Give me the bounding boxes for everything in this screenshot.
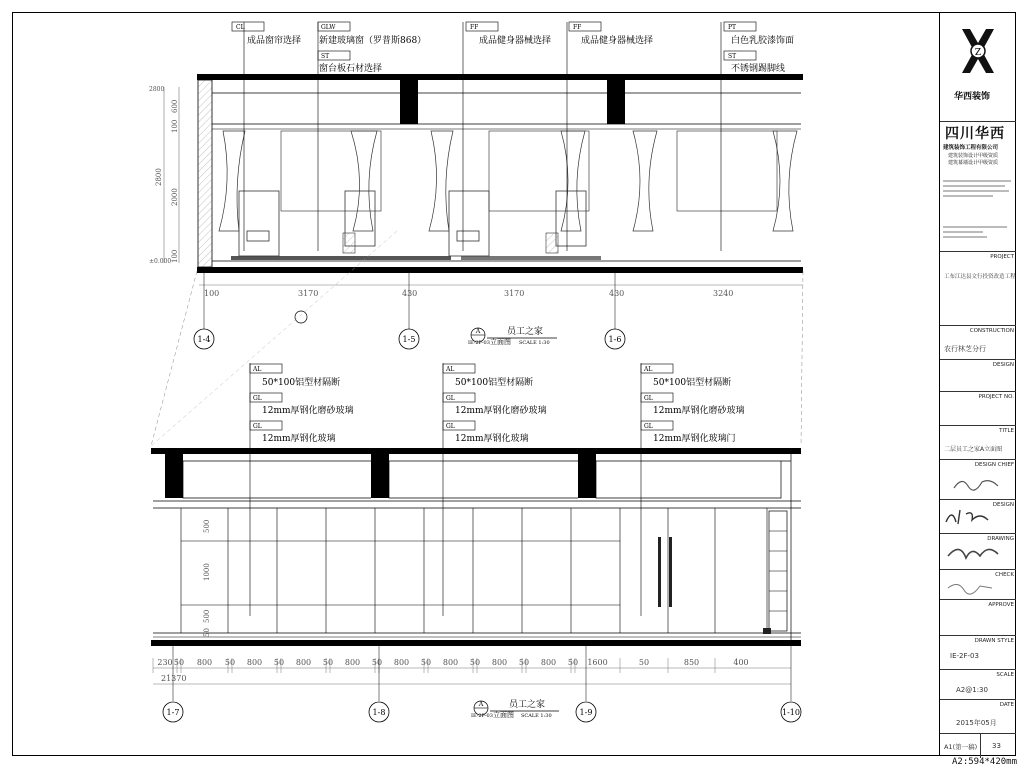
- width-dim: 430: [402, 289, 418, 298]
- view-sheet: IE-2F-03: [471, 713, 493, 719]
- tb-design: DESIGN: [940, 359, 1016, 389]
- scale-value: A2@1:30: [956, 686, 988, 694]
- callout-code: FF: [573, 24, 582, 31]
- logo-icon: [958, 27, 998, 87]
- project-name: 工布江达县文行投资改造工程: [944, 274, 1016, 280]
- callout-group-top: [232, 22, 794, 74]
- tb-date: DATE 2015年05月: [940, 699, 1016, 733]
- tb-construction: CONSTRUCTION 农行林芝分行: [940, 325, 1016, 355]
- height-dim: 1000: [203, 563, 211, 581]
- width-dim: 50: [371, 658, 383, 667]
- view-letter: A: [478, 701, 484, 708]
- view-name: 员工之家: [507, 327, 544, 337]
- callout-code: AL: [446, 366, 455, 373]
- axis-label: 1-5: [402, 335, 416, 344]
- view-sub: 立面图: [493, 711, 514, 719]
- width-dim: 50: [224, 658, 236, 667]
- width-dim: 3170: [504, 289, 525, 298]
- axis-label: 1-4: [197, 335, 211, 344]
- height-dimensions-bottom: [203, 520, 211, 637]
- callout-code: GL: [644, 423, 653, 430]
- tb-check: CHECK: [940, 569, 1016, 597]
- tb-title: TITLE 二层员工之家A立面图: [940, 425, 1016, 457]
- width-dim: 50: [420, 658, 432, 667]
- width-dim: 3170: [298, 289, 319, 298]
- callout-code: PT: [728, 24, 737, 31]
- view-name: 员工之家: [509, 700, 546, 710]
- callout-text: 成品健身器械选择: [479, 36, 552, 46]
- tb-scale: SCALE A2@1:30: [940, 669, 1016, 699]
- callout-text: 12mm厚钢化玻璃: [262, 434, 336, 444]
- width-dim: 100: [204, 289, 220, 298]
- width-dim: 800: [246, 658, 263, 667]
- callout-code: GL: [644, 395, 653, 402]
- date-value: 2015年05月: [956, 719, 997, 727]
- logo-text: 华西装饰: [954, 92, 991, 102]
- tb-design-chief: DESIGN CHIEF: [940, 459, 1016, 497]
- callout-code: AL: [253, 366, 262, 373]
- height-dim: 500: [203, 609, 211, 623]
- width-dim: 800: [295, 658, 312, 667]
- company-sub1: 建筑装饰工程有限公司: [943, 145, 999, 151]
- callout-code: GL: [253, 423, 262, 430]
- width-dim: 50: [567, 658, 579, 667]
- width-dim: 50: [518, 658, 530, 667]
- drawing-number: IE-2F-03: [950, 652, 979, 660]
- width-dim: 800: [491, 658, 508, 667]
- callout-code: GL: [446, 395, 455, 402]
- signature-icon: [944, 506, 994, 528]
- callout-text: 窗台板石材选择: [319, 64, 383, 74]
- total-width-dim: 21370: [161, 674, 187, 683]
- callout-code: ST: [728, 53, 737, 60]
- height-dim: 100: [171, 249, 179, 263]
- width-dim: 50: [469, 658, 481, 667]
- tb-project: PROJECT 工布江达县文行投资改造工程: [940, 251, 1016, 291]
- copyright-notice: [943, 177, 1013, 207]
- level-mark: ±0.000: [149, 258, 172, 265]
- bottom-elevation: [151, 363, 801, 722]
- callout-text: 成品窗帘选择: [247, 36, 302, 46]
- callout-text: 12mm厚钢化磨砂玻璃: [455, 406, 547, 416]
- view-sub: 立面图: [490, 338, 511, 346]
- axis-label: 1-7: [166, 708, 180, 717]
- callout-text: 50*100铝型材隔断: [455, 378, 534, 388]
- title-block: [940, 12, 1016, 756]
- callout-code: GL: [446, 423, 455, 430]
- company-sub3: 建筑幕墙设计甲级资质: [948, 160, 999, 166]
- callout-text: 不锈钢踢脚线: [731, 64, 786, 74]
- width-dim: 230: [157, 658, 173, 667]
- width-dim: 50: [173, 658, 185, 667]
- sheet-size-label: A2:594*420mm: [952, 757, 1018, 767]
- view-scale: SCALE 1:30: [521, 713, 552, 719]
- width-dim: 400: [733, 658, 749, 667]
- view-letter: A: [475, 328, 481, 335]
- signature-icon: [946, 578, 996, 596]
- height-dimensions: [149, 86, 179, 265]
- callout-code: GL: [253, 395, 262, 402]
- height-dim: 600: [171, 99, 179, 113]
- width-dim: 50: [638, 658, 650, 667]
- width-dim: 50: [273, 658, 285, 667]
- width-dim: 430: [609, 289, 625, 298]
- width-dim: 800: [540, 658, 557, 667]
- axis-label: 1-6: [608, 335, 622, 344]
- height-dim: 500: [203, 519, 211, 533]
- callout-text: 12mm厚钢化磨砂玻璃: [262, 406, 354, 416]
- callout-group-bottom: [250, 364, 745, 444]
- contact-info: [943, 223, 1013, 241]
- callout-code: FF: [470, 24, 479, 31]
- tb-approve: APPROVE: [940, 599, 1016, 633]
- signature-icon: [946, 542, 1002, 564]
- axis-markers-top: [194, 273, 625, 349]
- sheet-number: 33: [992, 742, 1001, 750]
- signature-icon: [952, 474, 1002, 494]
- company-sub2: 建筑装饰设计甲级资质: [948, 153, 999, 159]
- callout-text: 50*100铝型材隔断: [262, 378, 341, 388]
- callout-text: 50*100铝型材隔断: [653, 378, 732, 388]
- construction-unit: 农行林芝分行: [944, 345, 986, 353]
- callout-text: 12mm厚钢化玻璃门: [653, 434, 736, 444]
- axis-label: 1-9: [579, 708, 593, 717]
- svg-text:Z: Z: [974, 48, 982, 58]
- height-dim: 100: [171, 119, 179, 133]
- width-dimensions-bottom: [153, 658, 749, 673]
- axis-label: 1-10: [782, 708, 800, 717]
- view-title-bottom: [471, 698, 559, 719]
- callout-code: CL: [236, 24, 245, 31]
- width-dim: 800: [344, 658, 361, 667]
- drawing-frame: [12, 12, 940, 756]
- company-name: 四川华西: [945, 126, 1005, 142]
- callout-text: 12mm厚钢化磨砂玻璃: [653, 406, 745, 416]
- width-dim: 50: [322, 658, 334, 667]
- height-dim: 2000: [171, 188, 179, 206]
- axis-label: 1-8: [372, 708, 386, 717]
- width-dim: 800: [393, 658, 410, 667]
- height-dim: 50: [203, 628, 211, 637]
- tb-project-no: PROJECT NO.: [940, 391, 1016, 421]
- sheet-label: A1(第一稿): [944, 743, 978, 751]
- width-dim: 850: [683, 658, 700, 667]
- view-scale: SCALE 1:30: [519, 340, 550, 346]
- top-elevation: [149, 22, 803, 349]
- view-title-top: [468, 325, 557, 346]
- callout-text: 成品健身器械选择: [581, 36, 654, 46]
- tb-drawing: DRAWING: [940, 533, 1016, 563]
- width-dimensions: [199, 285, 803, 298]
- width-dim: 800: [442, 658, 459, 667]
- callout-code: ST: [321, 53, 330, 60]
- level-mark: 2800: [149, 86, 165, 93]
- height-dim: 2800: [155, 168, 163, 186]
- callout-code: AL: [644, 366, 653, 373]
- width-dim: 1600: [587, 658, 608, 667]
- view-sheet: IE-2F-03: [468, 340, 490, 346]
- callout-text: 新建玻璃窗（罗普斯868）: [319, 36, 427, 46]
- elevation-drawing: [13, 13, 941, 757]
- tb-drawn-style: DRAWN STYLE IE-2F-03: [940, 635, 1016, 665]
- tb-design-2: DESIGN: [940, 499, 1016, 527]
- callout-text: 白色乳胶漆饰面: [731, 36, 795, 46]
- callout-code: GLW: [321, 24, 336, 31]
- width-dim: 3240: [713, 289, 734, 298]
- drawing-title: 二层员工之家A立面图: [944, 446, 1003, 453]
- tb-sheet: [940, 733, 1016, 757]
- callout-text: 12mm厚钢化玻璃: [455, 434, 529, 444]
- width-dim: 800: [196, 658, 213, 667]
